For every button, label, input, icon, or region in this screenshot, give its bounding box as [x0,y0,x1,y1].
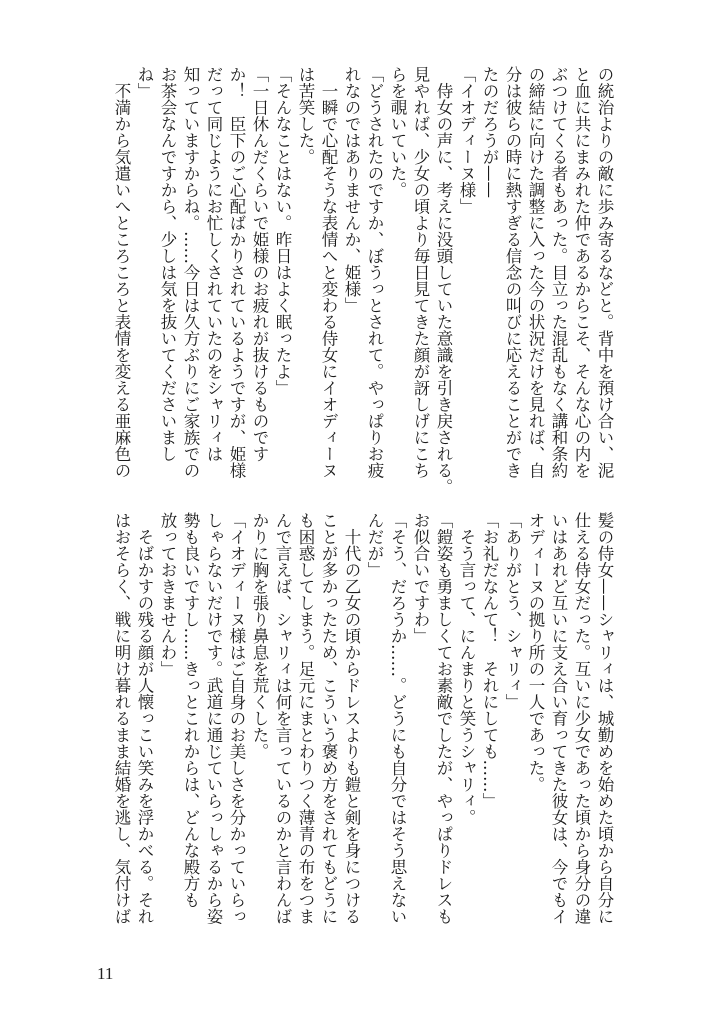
text-line: は苦笑した。 [296,66,315,165]
lower-text-block [110,512,616,934]
text-line: 知っていますからね。……今日は久方ぶりにご家族での [181,66,200,479]
text-line: 勢も良いですし……きっとこれからは、どんな殿方も [181,512,200,908]
page-number: 11 [97,964,114,983]
text-line: 侍女の声に、考えに没頭していた意識を引き戻される。 [434,66,453,495]
text-line: 「そんなことはない。昨日はよく眠ったよ」 [273,66,292,396]
text-line: だって同じようにお忙しくされていたのをシャリィは [204,66,223,462]
text-line: らを覗いていた。 [388,66,407,198]
text-line: れなのではありませんか、姫様」 [342,66,361,314]
text-line: 不満から気遣いへところころと表情を変える亜麻色の [112,66,131,479]
text-line: 放っておきませんわ」 [158,512,177,677]
text-line: ね」 [135,66,154,99]
text-line: んで言えば、シャリィは何を言っているのかと言わんば [273,512,292,925]
text-line: ぶつけてくる者もあった。目立った混乱もなく講和条約 [549,66,568,479]
text-line: しゃらないだけです。武道に通じていらっしゃるから姿 [204,512,223,925]
text-line: 「鎧姿も勇ましくてお素敵でしたが、やっぱりドレスも [434,512,453,925]
text-line: の締結に向けた調整に入った今の状況だけを見れば、自 [526,66,545,479]
text-line: お似合いですわ」 [411,512,430,644]
text-line: そう言って、にんまりと笑うシャリィ。 [457,512,476,826]
text-line: 「イオディーヌ様」 [457,66,476,215]
text-line: 髪の侍女——シャリィは、城勤めを始めた頃から自分に [595,512,614,925]
text-line: ことが多かったため、こういう褒め方をされてもどうに [319,512,338,925]
text-line: 「ありがとう、シャリィ」 [503,512,522,710]
text-line: そばかすの残る顔が人懐っこい笑みを浮かべる。それ [135,512,154,925]
text-line: 「どうされたのですか、ぼうっとされて。やっぱりお疲 [365,66,384,479]
text-line: 「お礼だなんて！ それにしても……」 [480,512,499,809]
text-line: 「そう、だろうか……。どうにも自分ではそう思えない [388,512,407,925]
upper-text-block [110,66,616,495]
text-line: たのだろうが—— [480,66,499,198]
text-line: お茶会なんですから、少しは気を抜いてくださいまし [158,66,177,462]
text-line: かりに胸を張り鼻息を荒くした。 [250,512,269,760]
text-line: の統治よりの敵に歩み寄るなどと。背中を預け合い、泥 [595,66,614,479]
text-line: はおそらく、戦に明け暮れるまま結婚を逃し、気付けば [112,512,131,925]
text-line: オディーヌの拠り所の一人であった。 [526,512,545,793]
text-line: か！ 臣下のご心配ばかりされているようですが、姫様 [227,66,246,479]
text-line: 十代の乙女の頃からドレスよりも鎧と剣を身につける [342,512,361,925]
text-line: 一瞬で心配そうな表情へと変わる侍女にイオディーヌ [319,66,338,479]
text-line: と血に共にまみれた仲であるからこそ、そんな心の内を [572,66,591,479]
text-line: 「一日休んだくらいで姫様のお疲れが抜けるものです [250,66,269,462]
text-line: も困惑してしまう。足元にまとわりつく薄青の布をつま [296,512,315,925]
text-line: 仕える侍女だった。互いに少女であった頃から身分の違 [572,512,591,925]
text-line: 分は彼らの時に熱すぎる信念の叫びに応えることができ [503,66,522,479]
text-line: 見やれば、少女の頃より毎日見てきた顔が訝しげにこち [411,66,430,479]
text-line: んだが」 [365,512,384,578]
text-line: いはあれど互いに支え合い育ってきた彼女は、今でもイ [549,512,568,925]
text-line: 「イオディーヌ様はご自身のお美しさを分かっていらっ [227,512,246,925]
